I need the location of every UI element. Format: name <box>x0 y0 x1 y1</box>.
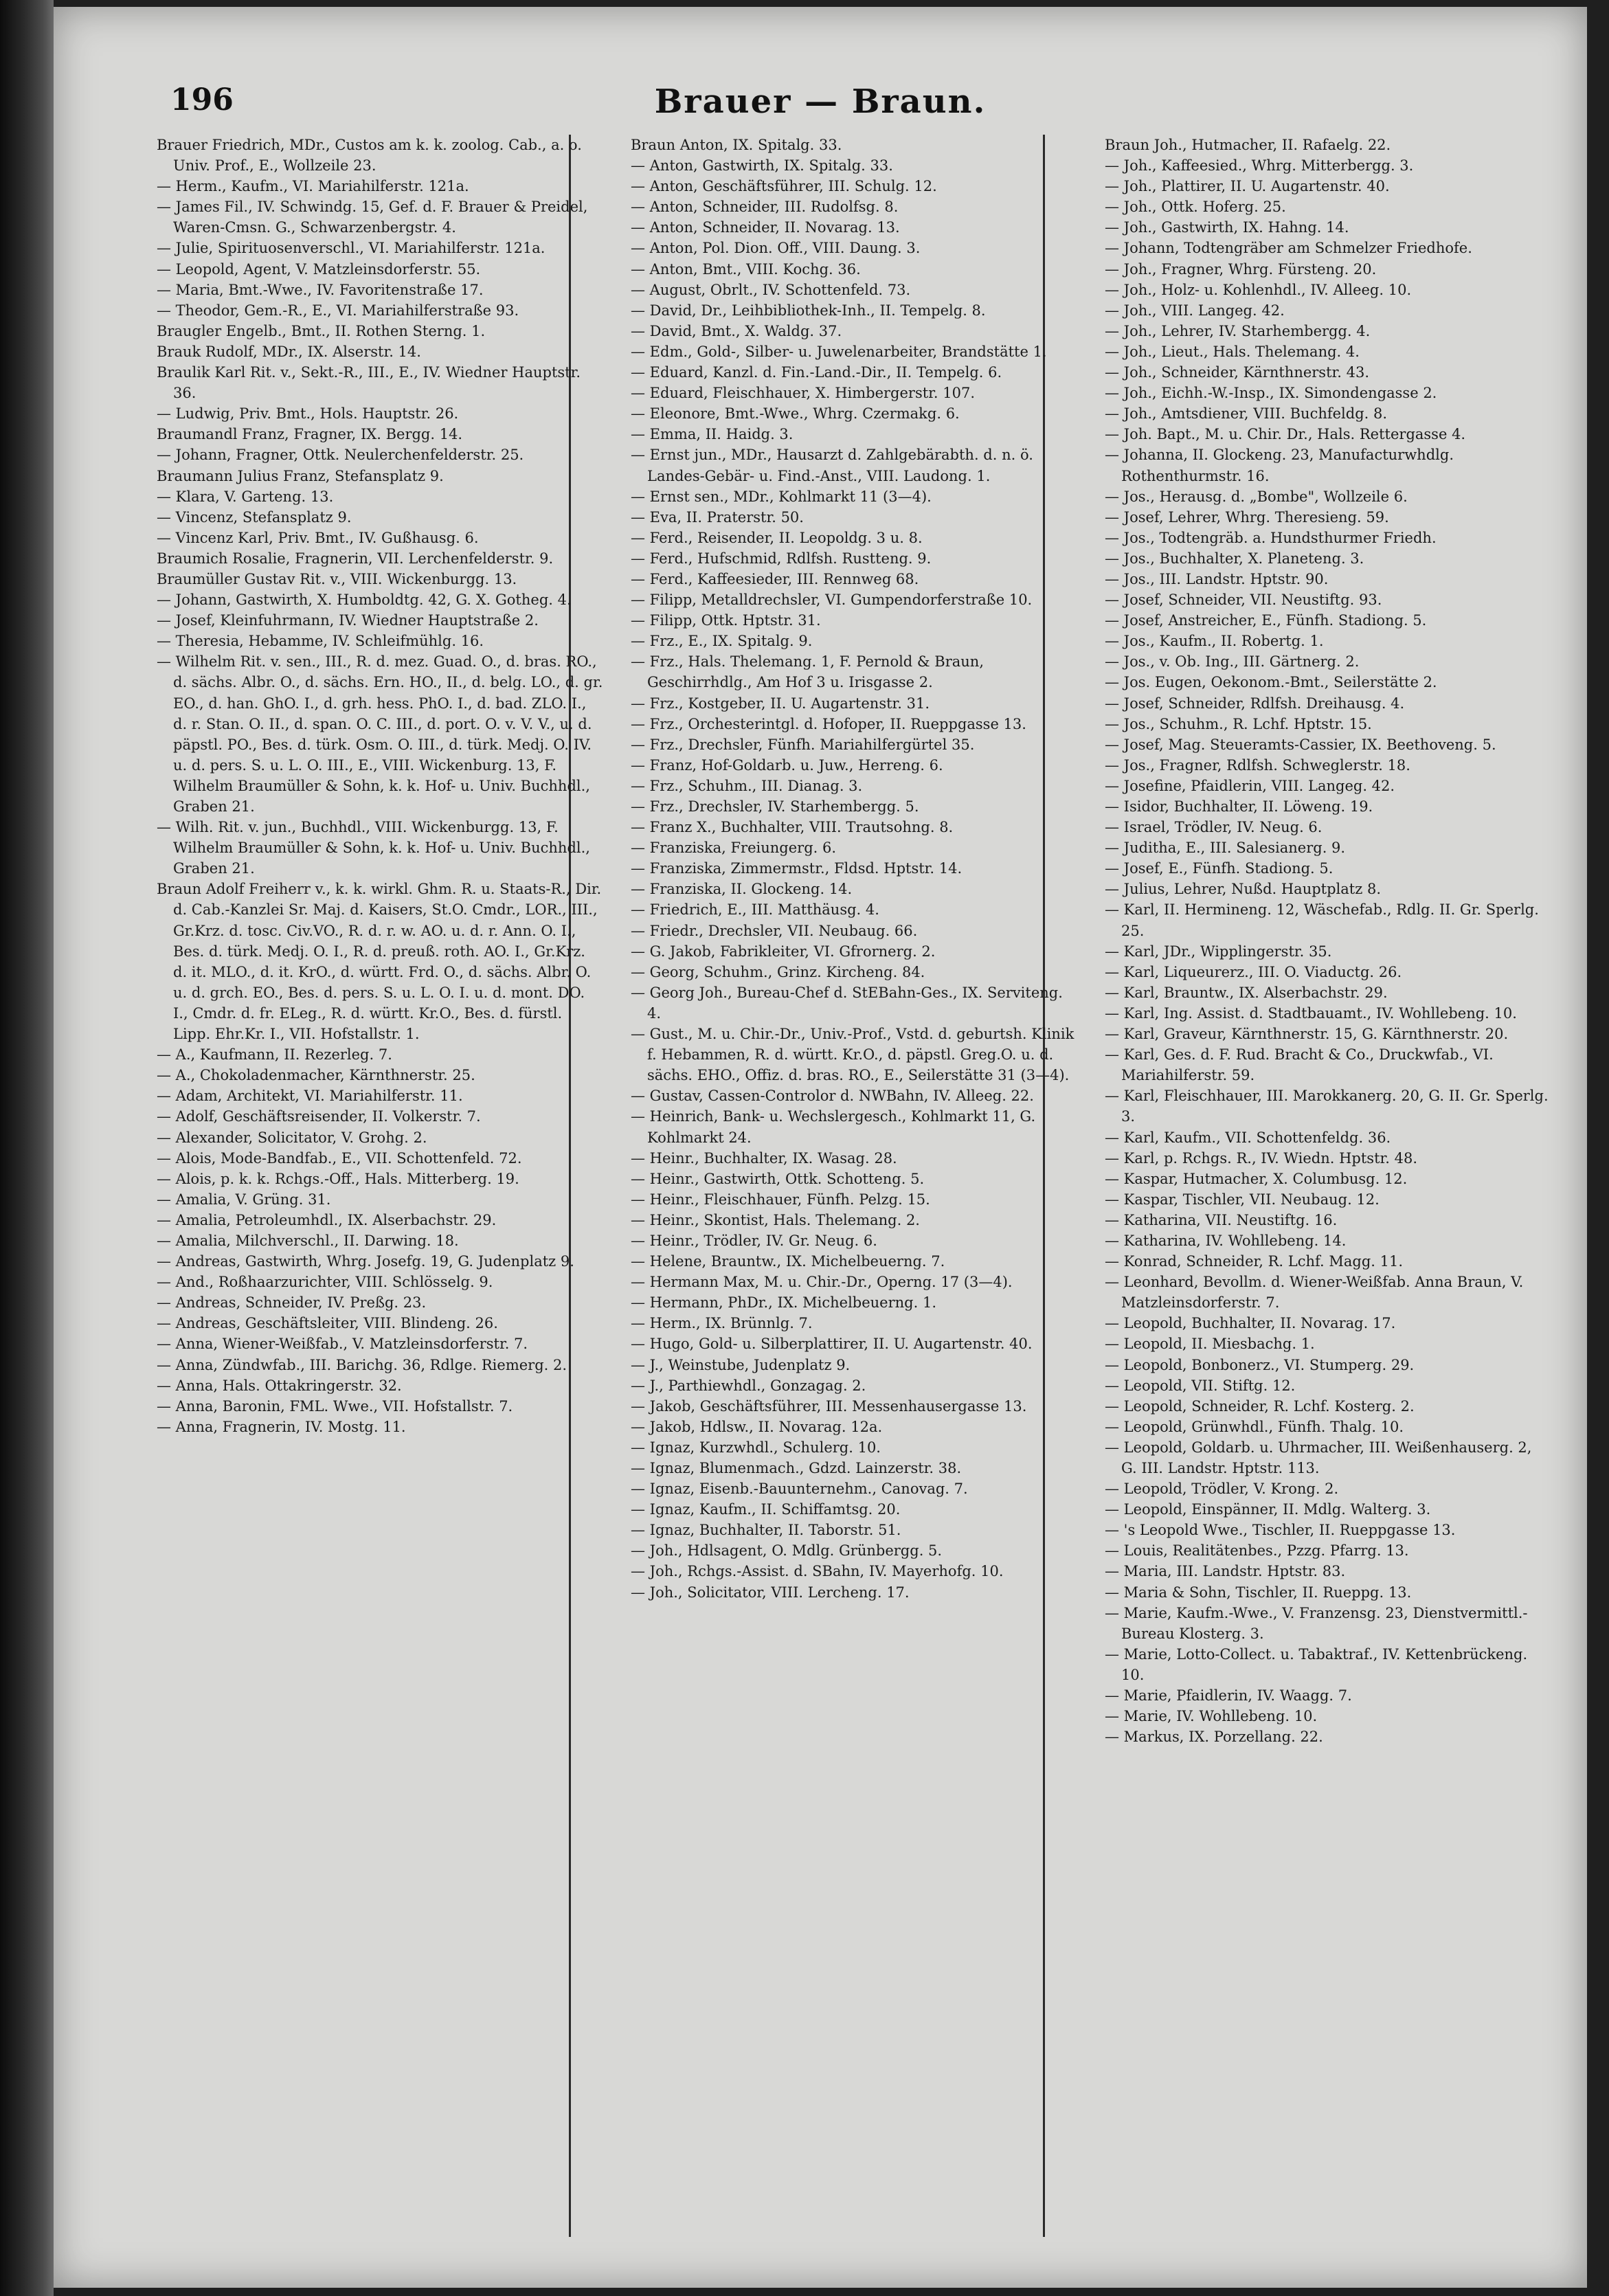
directory-entry: — Ferd., Kaffeesieder, III. Rennweg 68. <box>631 570 919 587</box>
directory-entry: — Adolf, Geschäftsreisender, II. Volkerstr. 7. <box>157 1108 481 1125</box>
directory-entry: — Ignaz, Kurzwhdl., Schulerg. 10. <box>631 1439 881 1456</box>
directory-entry: — Jos., v. Ob. Ing., III. Gärtnerg. 2. <box>1105 653 1360 671</box>
page-number: 196 <box>170 82 234 117</box>
directory-entry: — Karl, p. Rchgs. R., IV. Wiedn. Hptstr. 48. <box>1105 1149 1417 1167</box>
directory-entry: — Emma, II. Haidg. 3. <box>631 426 794 443</box>
directory-entry: Braugler Engelb., Bmt., II. Rothen Sterng. 1. <box>157 322 486 339</box>
directory-entry: — Andreas, Gastwirth, Whrg. Josefg. 19, G. Judenplatz 9. <box>157 1253 574 1270</box>
directory-entry: — Markus, IX. Porzellang. 22. <box>1105 1729 1323 1746</box>
directory-entry: — Hugo, Gold- u. Silberplattirer, II. U. Augartenstr. 40. <box>631 1336 1033 1353</box>
directory-entry: — Wilhelm Rit. v. sen., III., R. d. mez. Guad. O., d. bras. RO., d. sächs. Albr. O., d. sächs. Ern. HO., II., d. belg. LO., d. gr. EO., d. han. GhO. I., d. grh. hess. PhO. I., d. bad. ZLO. I., d. r. Stan. O. II., d. span. O. C. III., d. port. O. v. V. V., u. d. päpstl. PO., Bes. d. türk. Osm. O. III., d. türk. Medj. O. IV. u. d. pers. S. u. L. O. III., E., VIII. Wickenburg. 13, F. Wilhelm Braumüller & Sohn, k. k. Hof- u. Univ. Buchhdl., Graben 21. <box>157 653 603 815</box>
directory-entry: — Frz., Hals. Thelemang. 1, F. Pernold & Braun, Geschirrhdlg., Am Hof 3 u. Irisgasse 2. <box>631 653 984 691</box>
directory-entry: — Joh., Eichh.-W.-Insp., IX. Simondengasse 2. <box>1105 385 1437 402</box>
directory-entry: — Jakob, Geschäftsführer, III. Messenhausergasse 13. <box>631 1397 1027 1415</box>
directory-entry: — Herm., Kaufm., VI. Mariahilferstr. 121a. <box>157 178 469 195</box>
directory-entry: — Julie, Spirituosenverschl., VI. Mariahilferstr. 121a. <box>157 240 545 257</box>
directory-entry: — Leopold, Trödler, V. Krong. 2. <box>1105 1481 1339 1498</box>
directory-entry: — Ignaz, Eisenb.-Bauunternehm., Canovag. 7. <box>631 1481 968 1498</box>
directory-entry: — Franziska, Zimmermstr., Fldsd. Hptstr. 14. <box>631 860 963 877</box>
directory-entry: — Joh., Kaffeesied., Whrg. Mitterbergg. 3. <box>1105 157 1414 175</box>
directory-entry: — Joh., Amtsdiener, VIII. Buchfeldg. 8. <box>1105 405 1388 423</box>
book-spine-edge <box>0 0 54 2296</box>
directory-entry: Braun Adolf Freiherr v., k. k. wirkl. Ghm. R. u. Staats-R., Dir. d. Cab.-Kanzlei Sr. Maj. d. Kaisers, St.O. Cmdr., LOR., III., Gr.Krz. d. tosc. Civ.VO., R. d. r. w. AO. u. d. r. Ann. O. I., Bes. d. türk. Medj. O. I., R. d. preuß. roth. AO. I., Gr.Krz. d. it. MLO., d. it. KrO., d. württ. Frd. O., d. sächs. Albr. O. u. d. grch. EO., Bes. d. pers. S. u. L. O. I. u. d. mont. DO. I., Cmdr. d. fr. ELeg., R. d. württ. Kr.O., Bes. d. fürstl. Lipp. Ehr.Kr. I., VII. Hofstallstr. 1. <box>157 881 602 1043</box>
directory-entry: — Leopold, Agent, V. Matzleinsdorferstr. 55. <box>157 260 481 278</box>
directory-entry: — Anton, Schneider, II. Novarag. 13. <box>631 219 900 236</box>
directory-entry: — Jos., Buchhalter, X. Planeteng. 3. <box>1105 550 1364 567</box>
directory-entry: — Anton, Schneider, III. Rudolfsg. 8. <box>631 199 899 216</box>
directory-entry: — Edm., Gold-, Silber- u. Juwelenarbeiter, Brandstätte 1. <box>631 343 1047 360</box>
directory-entry: — Karl, II. Hermineng. 12, Wäschefab., Rdlg. II. Gr. Sperlg. 25. <box>1105 901 1539 939</box>
directory-entry: — Anton, Gastwirth, IX. Spitalg. 33. <box>631 157 893 175</box>
directory-entry: Brauer Friedrich, MDr., Custos am k. k. zoolog. Cab., a. o. Univ. Prof., E., Wollzeile 23. <box>157 137 582 175</box>
directory-entry: — Johann, Gastwirth, X. Humboldtg. 42, G. X. Gotheg. 4. <box>157 592 572 609</box>
directory-entry: — Kaspar, Tischler, VII. Neubaug. 12. <box>1105 1191 1380 1208</box>
directory-entry: — Wilh. Rit. v. jun., Buchhdl., VIII. Wickenburgg. 13, F. Wilhelm Braumüller & Sohn, k. k. Hof- u. Univ. Buchhdl., Graben 21. <box>157 819 590 877</box>
directory-entry: — Joh., Gastwirth, IX. Hahng. 14. <box>1105 219 1349 236</box>
directory-entry: — Leopold, Buchhalter, II. Novarag. 17. <box>1105 1315 1396 1332</box>
directory-entry: — Leopold, Bonbonerz., VI. Stumperg. 29. <box>1105 1356 1415 1373</box>
directory-entry: — Anton, Geschäftsführer, III. Schulg. 12. <box>631 178 937 195</box>
directory-entry: — A., Kaufmann, II. Rezerleg. 7. <box>157 1046 392 1063</box>
directory-entry: — Josef, Kleinfuhrmann, IV. Wiedner Hauptstraße 2. <box>157 612 539 629</box>
directory-entry: — Juditha, E., III. Salesianerg. 9. <box>1105 840 1346 857</box>
directory-entry: — Joh., Fragner, Whrg. Fürsteng. 20. <box>1105 260 1377 278</box>
directory-entry: — Maria & Sohn, Tischler, II. Rueppg. 13. <box>1105 1584 1412 1601</box>
directory-entry: Braun Joh., Hutmacher, II. Rafaelg. 22. <box>1105 137 1391 153</box>
directory-entry: — Leopold, VII. Stiftg. 12. <box>1105 1377 1296 1394</box>
column-3 <box>1105 135 1551 2251</box>
directory-entry: — Jos., III. Landstr. Hptstr. 90. <box>1105 570 1329 587</box>
directory-entry: — Leonhard, Bevollm. d. Wiener-Weißfab. Anna Braun, V. Matzleinsdorferstr. 7. <box>1105 1274 1524 1312</box>
directory-entry: — Gust., M. u. Chir.-Dr., Univ.-Prof., Vstd. d. geburtsh. Klinik f. Hebammen, R. d. württ. Kr.O., d. päpstl. Greg.O. u. d. sächs. EHO., Offiz. d. bras. RO., E., Seilerstätte 31 (3—4). <box>631 1026 1074 1084</box>
directory-entry: — Josef, Lehrer, Whrg. Theresieng. 59. <box>1105 508 1389 526</box>
directory-entry: — Joh., Holz- u. Kohlenhdl., IV. Alleeg. 10. <box>1105 281 1412 298</box>
directory-entry: — Theresia, Hebamme, IV. Schleifmühlg. 16. <box>157 633 484 650</box>
directory-entry: — Franz X., Buchhalter, VIII. Trautsohng. 8. <box>631 819 954 836</box>
directory-entry: — Anna, Wiener-Weißfab., V. Matzleinsdorferstr. 7. <box>157 1336 528 1353</box>
directory-entry: — Eva, II. Praterstr. 50. <box>631 508 804 526</box>
directory-entry: — Klara, V. Garteng. 13. <box>157 488 334 505</box>
directory-entry: — Andreas, Geschäftsleiter, VIII. Blindeng. 26. <box>157 1315 498 1332</box>
directory-entry: — Kaspar, Hutmacher, X. Columbusg. 12. <box>1105 1170 1408 1187</box>
directory-entry: — Alexander, Solicitator, V. Grohg. 2. <box>157 1129 427 1146</box>
directory-entry: — Franziska, II. Glockeng. 14. <box>631 881 853 898</box>
directory-entry: — Ernst sen., MDr., Kohlmarkt 11 (3—4). <box>631 488 932 505</box>
directory-entry: — 's Leopold Wwe., Tischler, II. Rueppgasse 13. <box>1105 1522 1456 1539</box>
directory-entry: — Heinr., Gastwirth, Ottk. Schotteng. 5. <box>631 1170 925 1187</box>
directory-entry: — Joh., Solicitator, VIII. Lercheng. 17. <box>631 1584 910 1601</box>
directory-entry: — Marie, Pfaidlerin, IV. Waagg. 7. <box>1105 1687 1352 1704</box>
directory-entry: — Israel, Trödler, IV. Neug. 6. <box>1105 819 1323 836</box>
directory-entry: — Leopold, Einspänner, II. Mdlg. Walterg. 3. <box>1105 1501 1431 1518</box>
directory-entry: Braulik Karl Rit. v., Sekt.-R., III., E., IV. Wiedner Hauptstr. 36. <box>157 364 581 402</box>
directory-entry: — Georg, Schuhm., Grinz. Kircheng. 84. <box>631 963 925 980</box>
directory-entry: Brauk Rudolf, MDr., IX. Alserstr. 14. <box>157 343 421 360</box>
directory-entry: — Heinr., Fleischhauer, Fünfh. Pelzg. 15. <box>631 1191 930 1208</box>
directory-entry: — Herm., IX. Brünnlg. 7. <box>631 1315 813 1332</box>
column-2 <box>631 135 1077 2251</box>
directory-entry: — Marie, IV. Wohllebeng. 10. <box>1105 1708 1318 1725</box>
directory-entry: — David, Bmt., X. Waldg. 37. <box>631 322 842 339</box>
directory-entry: — Josef, Schneider, Rdlfsh. Dreihausg. 4. <box>1105 695 1405 712</box>
directory-entry: — Amalia, V. Grüng. 31. <box>157 1191 331 1208</box>
directory-entry: — Joh., VIII. Langeg. 42. <box>1105 302 1285 319</box>
directory-entry: Braumann Julius Franz, Stefansplatz 9. <box>157 467 444 484</box>
directory-entry: — Maria, Bmt.-Wwe., IV. Favoritenstraße 17. <box>157 281 484 298</box>
directory-entry: — Karl, Brauntw., IX. Alserbachstr. 29. <box>1105 984 1388 1001</box>
directory-entry: — Frz., Drechsler, Fünfh. Mariahilfergürtel 35. <box>631 736 975 753</box>
directory-entry: — Heinr., Skontist, Hals. Thelemang. 2. <box>631 1211 920 1228</box>
directory-entry: — Karl, Kaufm., VII. Schottenfeldg. 36. <box>1105 1129 1391 1146</box>
directory-entry: — Alois, p. k. k. Rchgs.-Off., Hals. Mitterberg. 19. <box>157 1170 519 1187</box>
directory-entry: — Marie, Lotto-Collect. u. Tabaktraf., IV. Kettenbrückeng. 10. <box>1105 1645 1528 1683</box>
directory-entry: — Frz., Schuhm., III. Dianag. 3. <box>631 777 863 794</box>
directory-entry: — Joh., Ottk. Hoferg. 25. <box>1105 199 1286 216</box>
directory-entry: — Filipp, Metalldrechsler, VI. Gumpendorferstraße 10. <box>631 592 1033 609</box>
directory-entry: — Leopold, Grünwhdl., Fünfh. Thalg. 10. <box>1105 1418 1404 1435</box>
directory-columns <box>157 135 1572 2251</box>
directory-entry: — Eduard, Kanzl. d. Fin.-Land.-Dir., II. Tempelg. 6. <box>631 364 1002 381</box>
directory-entry: — Joh. Bapt., M. u. Chir. Dr., Hals. Rettergasse 4. <box>1105 426 1466 443</box>
directory-entry: — Joh., Lieut., Hals. Thelemang. 4. <box>1105 343 1360 360</box>
directory-entry: — A., Chokoladenmacher, Kärnthnerstr. 25. <box>157 1067 475 1084</box>
directory-entry: — Alois, Mode-Bandfab., E., VII. Schottenfeld. 72. <box>157 1149 522 1167</box>
directory-entry: — Jos., Fragner, Rdlfsh. Schweglerstr. 18. <box>1105 756 1410 774</box>
directory-entry: — Louis, Realitätenbes., Pzzg. Pfarrg. 13. <box>1105 1542 1409 1560</box>
directory-entry: — Anna, Fragnerin, IV. Mostg. 11. <box>157 1418 406 1435</box>
directory-entry: — Heinr., Trödler, IV. Gr. Neug. 6. <box>631 1232 877 1249</box>
directory-entry: — August, Obrlt., IV. Schottenfeld. 73. <box>631 281 911 298</box>
directory-entry: Braumandl Franz, Fragner, IX. Bergg. 14. <box>157 426 463 443</box>
directory-entry: — Eduard, Fleischhauer, X. Himbergerstr. 107. <box>631 385 976 402</box>
directory-entry: — Hermann Max, M. u. Chir.-Dr., Operng. 17 (3—4). <box>631 1274 1013 1291</box>
directory-entry: — Eleonore, Bmt.-Wwe., Whrg. Czermakg. 6. <box>631 405 960 423</box>
directory-entry: — Karl, Graveur, Kärnthnerstr. 15, G. Kärnthnerstr. 20. <box>1105 1026 1509 1043</box>
directory-entry: — Karl, Fleischhauer, III. Marokkanerg. 20, G. II. Gr. Sperlg. 3. <box>1105 1088 1549 1125</box>
directory-entry: — Ignaz, Kaufm., II. Schiffamtsg. 20. <box>631 1501 901 1518</box>
directory-entry: — Ludwig, Priv. Bmt., Hols. Hauptstr. 26. <box>157 405 459 423</box>
running-head: Brauer — Braun. <box>654 82 987 121</box>
directory-entry: — Jakob, Hdlsw., II. Novarag. 12a. <box>631 1418 883 1435</box>
page-header <box>54 7 1587 124</box>
directory-entry: — Josef, Mag. Steueramts-Cassier, IX. Beethoveng. 5. <box>1105 736 1496 753</box>
directory-entry: — And., Roßhaarzurichter, VIII. Schlösselg. 9. <box>157 1274 493 1291</box>
directory-entry: — Theodor, Gem.-R., E., VI. Mariahilferstraße 93. <box>157 302 519 319</box>
directory-entry: Braun Anton, IX. Spitalg. 33. <box>631 137 842 153</box>
directory-entry: — Georg Joh., Bureau-Chef d. StEBahn-Ges., IX. Serviteng. 4. <box>631 984 1063 1022</box>
directory-entry: — Amalia, Petroleumhdl., IX. Alserbachstr. 29. <box>157 1211 497 1228</box>
directory-entry: — Ignaz, Blumenmach., Gdzd. Lainzerstr. 38. <box>631 1460 962 1476</box>
directory-entry: — Joh., Rchgs.-Assist. d. SBahn, IV. Mayerhofg. 10. <box>631 1563 1004 1580</box>
directory-entry: — Frz., Drechsler, IV. Starhembergg. 5. <box>631 798 919 815</box>
directory-entry: — Leopold, II. Miesbachg. 1. <box>1105 1336 1315 1353</box>
directory-entry: — Jos., Schuhm., R. Lchf. Hptstr. 15. <box>1105 715 1372 732</box>
directory-entry: — Katharina, VII. Neustiftg. 16. <box>1105 1211 1338 1228</box>
directory-entry: — Gustav, Cassen-Controlor d. NWBahn, IV. Alleeg. 22. <box>631 1088 1034 1105</box>
directory-entry: — Andreas, Schneider, IV. Preßg. 23. <box>157 1294 427 1312</box>
directory-entry: — Joh., Schneider, Kärnthnerstr. 43. <box>1105 364 1370 381</box>
directory-entry: — Karl, Liqueurerz., III. O. Viaductg. 26. <box>1105 963 1402 980</box>
directory-entry: — Friedrich, E., III. Matthäusg. 4. <box>631 901 879 919</box>
directory-entry: — Konrad, Schneider, R. Lchf. Magg. 11. <box>1105 1253 1404 1270</box>
directory-entry: — Katharina, IV. Wohllebeng. 14. <box>1105 1232 1347 1249</box>
directory-entry: — Amalia, Milchverschl., II. Darwing. 18. <box>157 1232 459 1249</box>
directory-entry: — Joh., Hdlsagent, O. Mdlg. Grünbergg. 5. <box>631 1542 943 1560</box>
directory-entry: — Hermann, PhDr., IX. Michelbeuerng. 1. <box>631 1294 936 1312</box>
directory-entry: — J., Weinstube, Judenplatz 9. <box>631 1356 851 1373</box>
directory-entry: Braumich Rosalie, Fragnerin, VII. Lerchenfelderstr. 9. <box>157 550 554 567</box>
directory-entry: — Anna, Hals. Ottakringerstr. 32. <box>157 1377 402 1394</box>
directory-entry: — Anton, Bmt., VIII. Kochg. 36. <box>631 260 861 278</box>
directory-entry: — Marie, Kaufm.-Wwe., V. Franzensg. 23, Dienstvermittl.-Bureau Klosterg. 3. <box>1105 1604 1528 1642</box>
directory-entry: — Josef, E., Fünfh. Stadiong. 5. <box>1105 860 1334 877</box>
directory-entry: — Joh., Plattirer, II. U. Augartenstr. 40. <box>1105 178 1390 195</box>
directory-entry: — Karl, Ing. Assist. d. Stadtbauamt., IV. Wohllebeng. 10. <box>1105 1004 1517 1022</box>
directory-entry: — Maria, III. Landstr. Hptstr. 83. <box>1105 1563 1346 1580</box>
directory-entry: Braumüller Gustav Rit. v., VIII. Wickenburgg. 13. <box>157 570 517 587</box>
directory-entry: — Frz., E., IX. Spitalg. 9. <box>631 633 813 650</box>
directory-entry: — Ernst jun., MDr., Hausarzt d. Zahlgebärabth. d. n. ö. Landes-Gebär- u. Find.-Anst., VIII. Laudong. 1. <box>631 447 1033 484</box>
directory-entry: — Karl, Ges. d. F. Rud. Bracht & Co., Druckwfab., VI. Mariahilferstr. 59. <box>1105 1046 1494 1084</box>
directory-entry: — G. Jakob, Fabrikleiter, VI. Gfrornerg. 2. <box>631 943 936 960</box>
directory-entry: — Franz, Hof-Goldarb. u. Juw., Herreng. 6. <box>631 756 943 774</box>
directory-entry: — Johann, Todtengräber am Schmelzer Friedhofe. <box>1105 240 1472 257</box>
directory-entry: — Franziska, Freiungerg. 6. <box>631 840 837 857</box>
directory-entry: — Josef, Schneider, VII. Neustiftg. 93. <box>1105 592 1382 609</box>
directory-entry: — Jos., Todtengräb. a. Hundsthurmer Friedh. <box>1105 529 1437 546</box>
directory-entry: — Helene, Brauntw., IX. Michelbeuerng. 7. <box>631 1253 945 1270</box>
directory-entry: — Leopold, Schneider, R. Lchf. Kosterg. 2. <box>1105 1397 1415 1415</box>
directory-entry: — Anna, Zündwfab., III. Barichg. 36, Rdlge. Riemerg. 2. <box>157 1356 567 1373</box>
directory-entry: — James Fil., IV. Schwindg. 15, Gef. d. F. Brauer & Preidel, Waren-Cmsn. G., Schwarzenbergstr. 4. <box>157 199 588 236</box>
directory-entry: — Adam, Architekt, VI. Mariahilferstr. 11. <box>157 1088 463 1105</box>
directory-entry: — J., Parthiewhdl., Gonzagag. 2. <box>631 1377 866 1394</box>
directory-entry: — Anton, Pol. Dion. Off., VIII. Daung. 3. <box>631 240 921 257</box>
directory-entry: — Anna, Baronin, FML. Wwe., VII. Hofstallstr. 7. <box>157 1397 513 1415</box>
directory-entry: — Joh., Lehrer, IV. Starhembergg. 4. <box>1105 322 1371 339</box>
directory-entry: — Frz., Kostgeber, II. U. Augartenstr. 31. <box>631 695 930 712</box>
directory-entry: — Isidor, Buchhalter, II. Löweng. 19. <box>1105 798 1373 815</box>
directory-entry: — David, Dr., Leihbibliothek-Inh., II. Tempelg. 8. <box>631 302 986 319</box>
column-1 <box>157 135 603 2251</box>
directory-entry: — Vincenz Karl, Priv. Bmt., IV. Gußhausg. 6. <box>157 529 479 546</box>
directory-entry: — Jos. Eugen, Oekonom.-Bmt., Seilerstätte 2. <box>1105 674 1437 691</box>
directory-entry: — Ignaz, Buchhalter, II. Taborstr. 51. <box>631 1522 901 1539</box>
directory-entry: — Filipp, Ottk. Hptstr. 31. <box>631 612 821 629</box>
directory-entry: — Heinr., Buchhalter, IX. Wasag. 28. <box>631 1149 897 1167</box>
directory-entry: — Johanna, II. Glockeng. 23, Manufacturwhdlg. Rothenthurmstr. 16. <box>1105 447 1454 484</box>
directory-entry: — Jos., Kaufm., II. Robertg. 1. <box>1105 633 1324 650</box>
directory-entry: — Heinrich, Bank- u. Wechslergesch., Kohlmarkt 11, G. Kohlmarkt 24. <box>631 1108 1036 1146</box>
directory-entry: — Julius, Lehrer, Nußd. Hauptplatz 8. <box>1105 881 1382 898</box>
directory-entry: — Vincenz, Stefansplatz 9. <box>157 508 352 526</box>
directory-entry: — Friedr., Drechsler, VII. Neubaug. 66. <box>631 922 918 939</box>
directory-entry: — Karl, JDr., Wipplingerstr. 35. <box>1105 943 1332 960</box>
directory-entry: — Leopold, Goldarb. u. Uhrmacher, III. Weißenhauserg. 2, G. III. Landstr. Hptstr. 113. <box>1105 1439 1532 1476</box>
directory-entry: — Johann, Fragner, Ottk. Neulerchenfelderstr. 25. <box>157 447 524 464</box>
directory-entry: — Josef, Anstreicher, E., Fünfh. Stadiong. 5. <box>1105 612 1427 629</box>
directory-entry: — Ferd., Hufschmid, Rdlfsh. Rustteng. 9. <box>631 550 932 567</box>
directory-entry: — Josefine, Pfaidlerin, VIII. Langeg. 42. <box>1105 777 1395 794</box>
directory-entry: — Jos., Herausg. d. „Bombe", Wollzeile 6. <box>1105 488 1408 505</box>
directory-entry: — Frz., Orchesterintgl. d. Hofoper, II. Rueppgasse 13. <box>631 715 1026 732</box>
directory-entry: — Ferd., Reisender, II. Leopoldg. 3 u. 8. <box>631 529 923 546</box>
